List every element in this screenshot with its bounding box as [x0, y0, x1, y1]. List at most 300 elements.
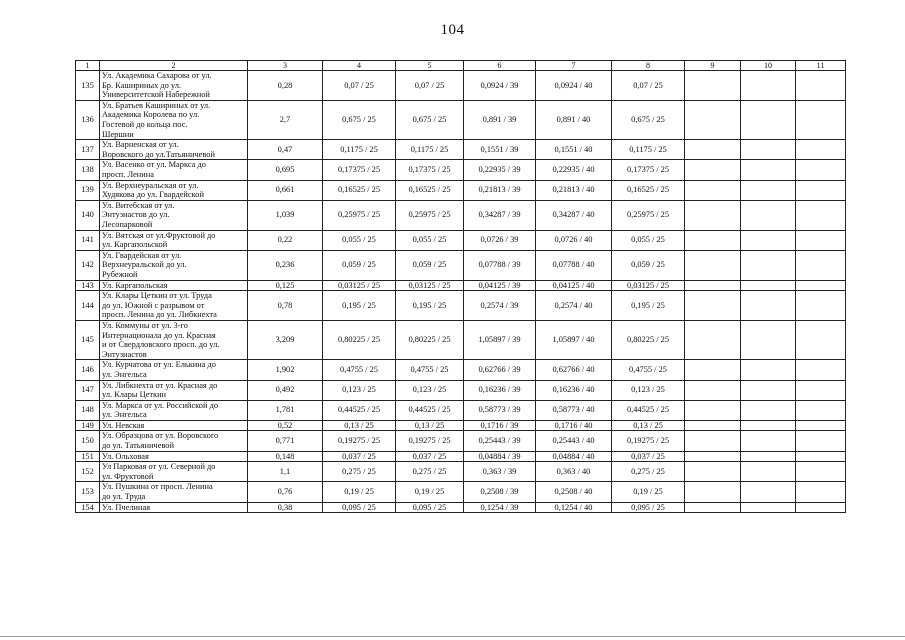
value-cell-c5: 0,03125 / 25: [396, 280, 464, 291]
empty-cell-9: [685, 462, 741, 482]
empty-cell-9: [685, 482, 741, 502]
empty-cell-10: [741, 502, 796, 513]
footer-rule: [0, 636, 905, 640]
street-description-line: Рубежной: [102, 269, 138, 279]
value-cell-c6: 0,0924 / 39: [464, 71, 536, 101]
value-cell-c6: 0,07788 / 39: [464, 250, 536, 280]
empty-cell-10: [741, 250, 796, 280]
empty-cell-11: [796, 482, 846, 502]
table-row: [76, 431, 846, 451]
empty-cell-11: [796, 180, 846, 200]
row-number: 148: [76, 400, 100, 420]
value-cell-c7: 0,363 / 40: [536, 462, 612, 482]
value-cell-c8: 0,44525 / 25: [612, 400, 685, 420]
empty-cell-11: [796, 291, 846, 321]
row-number: 154: [76, 502, 100, 513]
value-cell-c6: 0,1254 / 39: [464, 502, 536, 513]
empty-cell-9: [685, 420, 741, 431]
street-description-line: Лесопарковой: [102, 219, 153, 229]
empty-cell-10: [741, 380, 796, 400]
empty-cell-10: [741, 140, 796, 160]
value-cell-c4: 0,19275 / 25: [323, 431, 396, 451]
table-row: [76, 250, 846, 280]
empty-cell-10: [741, 280, 796, 291]
table-row: [76, 400, 846, 420]
value-cell-c3: 0,492: [248, 380, 323, 400]
value-cell-c3: 0,771: [248, 431, 323, 451]
value-cell-c3: 1,1: [248, 462, 323, 482]
value-cell-c4: 0,675 / 25: [323, 100, 396, 139]
empty-cell-11: [796, 420, 846, 431]
street-description-line: Ул. Пушкина от просп. Ленина: [102, 482, 213, 492]
value-cell-c7: 0,04884 / 40: [536, 451, 612, 462]
value-cell-c5: 0,095 / 25: [396, 502, 464, 513]
value-cell-c3: 0,76: [248, 482, 323, 502]
empty-cell-9: [685, 291, 741, 321]
value-cell-c8: 0,25975 / 25: [612, 200, 685, 230]
value-cell-c7: 0,1551 / 40: [536, 140, 612, 160]
street-description: [100, 420, 248, 431]
column-header: 2: [100, 61, 248, 71]
table-row: [76, 451, 846, 462]
empty-cell-11: [796, 400, 846, 420]
street-description: [100, 462, 248, 482]
column-header: 4: [323, 61, 396, 71]
value-cell-c5: 0,07 / 25: [396, 71, 464, 101]
value-cell-c6: 0,363 / 39: [464, 462, 536, 482]
empty-cell-9: [685, 230, 741, 250]
value-cell-c7: 0,0924 / 40: [536, 71, 612, 101]
empty-cell-10: [741, 462, 796, 482]
empty-cell-9: [685, 280, 741, 291]
street-description: [100, 200, 248, 230]
column-header: 9: [685, 61, 741, 71]
value-cell-c4: 0,25975 / 25: [323, 200, 396, 230]
street-description-line: Бр. Кашириных до ул.: [102, 80, 182, 90]
value-cell-c5: 0,80225 / 25: [396, 320, 464, 359]
empty-cell-11: [796, 140, 846, 160]
value-cell-c3: 2,7: [248, 100, 323, 139]
street-description-line: Ул. Маркса от ул. Российской до: [102, 400, 219, 410]
street-description-line: Ул. Васенко от ул. Маркса до: [102, 160, 206, 170]
value-cell-c8: 0,055 / 25: [612, 230, 685, 250]
empty-cell-11: [796, 431, 846, 451]
street-description: [100, 71, 248, 101]
value-cell-c4: 0,44525 / 25: [323, 400, 396, 420]
empty-cell-9: [685, 180, 741, 200]
street-description-line: Ул. Витебская от ул.: [102, 200, 175, 210]
street-description-line: Ул. Братьев Кашириных от ул.: [102, 100, 211, 110]
row-number: 152: [76, 462, 100, 482]
table-row: [76, 280, 846, 291]
value-cell-c6: 0,25443 / 39: [464, 431, 536, 451]
value-cell-c5: 0,17375 / 25: [396, 160, 464, 180]
value-cell-c4: 0,03125 / 25: [323, 280, 396, 291]
value-cell-c5: 0,675 / 25: [396, 100, 464, 139]
value-cell-c4: 0,059 / 25: [323, 250, 396, 280]
street-description: [100, 280, 248, 291]
value-cell-c4: 0,055 / 25: [323, 230, 396, 250]
street-description-line: Ул. Каргапольская: [102, 280, 168, 290]
value-cell-c4: 0,275 / 25: [323, 462, 396, 482]
row-number: 149: [76, 420, 100, 431]
value-cell-c7: 0,07788 / 40: [536, 250, 612, 280]
street-description: [100, 160, 248, 180]
street-description: [100, 360, 248, 380]
column-header: 5: [396, 61, 464, 71]
row-number: 142: [76, 250, 100, 280]
value-cell-c3: 1,781: [248, 400, 323, 420]
column-header: 1: [76, 61, 100, 71]
table-row: [76, 71, 846, 101]
table-body: [76, 71, 846, 513]
empty-cell-9: [685, 400, 741, 420]
value-cell-c3: 0,148: [248, 451, 323, 462]
value-cell-c4: 0,037 / 25: [323, 451, 396, 462]
value-cell-c8: 0,4755 / 25: [612, 360, 685, 380]
street-description-line: Ул. Верхнеуральская от ул.: [102, 180, 199, 190]
street-description: [100, 230, 248, 250]
street-description-line: Энтузиастов до ул.: [102, 210, 170, 220]
empty-cell-11: [796, 360, 846, 380]
table-row: [76, 160, 846, 180]
street-description-line: Академика Королева по ул.: [102, 110, 200, 120]
table-row: [76, 380, 846, 400]
value-cell-c5: 0,195 / 25: [396, 291, 464, 321]
row-number: 146: [76, 360, 100, 380]
value-cell-c6: 0,34287 / 39: [464, 200, 536, 230]
empty-cell-10: [741, 482, 796, 502]
value-cell-c5: 0,275 / 25: [396, 462, 464, 482]
header-row: [76, 61, 846, 71]
table-row: [76, 140, 846, 160]
empty-cell-11: [796, 200, 846, 230]
table-row: [76, 420, 846, 431]
street-description-line: Воровского до ул.Татьяничевой: [102, 149, 215, 159]
table-row: [76, 502, 846, 513]
row-number: 135: [76, 71, 100, 101]
table-row: [76, 360, 846, 380]
value-cell-c8: 0,059 / 25: [612, 250, 685, 280]
row-number: 139: [76, 180, 100, 200]
column-header: 10: [741, 61, 796, 71]
table-row: [76, 180, 846, 200]
value-cell-c6: 1,05897 / 39: [464, 320, 536, 359]
value-cell-c7: 0,04125 / 40: [536, 280, 612, 291]
value-cell-c6: 0,22935 / 39: [464, 160, 536, 180]
empty-cell-9: [685, 140, 741, 160]
empty-cell-10: [741, 200, 796, 230]
empty-cell-10: [741, 420, 796, 431]
street-description-line: Ул. Варненская от ул.: [102, 140, 179, 150]
value-cell-c8: 0,037 / 25: [612, 451, 685, 462]
value-cell-c3: 0,125: [248, 280, 323, 291]
value-cell-c6: 0,2574 / 39: [464, 291, 536, 321]
street-description: [100, 482, 248, 502]
value-cell-c4: 0,095 / 25: [323, 502, 396, 513]
value-cell-c7: 0,0726 / 40: [536, 230, 612, 250]
empty-cell-11: [796, 71, 846, 101]
value-cell-c4: 0,123 / 25: [323, 380, 396, 400]
value-cell-c8: 0,1175 / 25: [612, 140, 685, 160]
value-cell-c8: 0,17375 / 25: [612, 160, 685, 180]
empty-cell-9: [685, 320, 741, 359]
table-row: [76, 320, 846, 359]
value-cell-c8: 0,16525 / 25: [612, 180, 685, 200]
value-cell-c6: 0,0726 / 39: [464, 230, 536, 250]
empty-cell-11: [796, 462, 846, 482]
value-cell-c3: 1,902: [248, 360, 323, 380]
row-number: 136: [76, 100, 100, 139]
value-cell-c3: 1,039: [248, 200, 323, 230]
street-description-line: Шершни: [102, 129, 134, 139]
empty-cell-9: [685, 360, 741, 380]
value-cell-c4: 0,17375 / 25: [323, 160, 396, 180]
row-number: 147: [76, 380, 100, 400]
value-cell-c4: 0,19 / 25: [323, 482, 396, 502]
empty-cell-11: [796, 380, 846, 400]
street-description: [100, 451, 248, 462]
street-description-line: Ул. Образцова от ул. Воровского: [102, 431, 219, 441]
street-description-line: Ул. Невская: [102, 420, 145, 430]
street-description-line: и от Свердловского просп. до ул.: [102, 340, 220, 350]
street-description-line: ул. Каргапольской: [102, 240, 168, 250]
row-number: 145: [76, 320, 100, 359]
street-description-line: Ул. Либкнехта от ул. Красная до: [102, 380, 218, 390]
street-description-line: Верхнеуральской до ул.: [102, 260, 187, 270]
street-description-line: Ул. Академика Сахарова от ул.: [102, 71, 212, 80]
value-cell-c8: 0,07 / 25: [612, 71, 685, 101]
value-cell-c6: 0,21813 / 39: [464, 180, 536, 200]
street-description: [100, 291, 248, 321]
value-cell-c3: 0,236: [248, 250, 323, 280]
value-cell-c3: 0,661: [248, 180, 323, 200]
value-cell-c6: 0,62766 / 39: [464, 360, 536, 380]
value-cell-c4: 0,4755 / 25: [323, 360, 396, 380]
empty-cell-11: [796, 451, 846, 462]
value-cell-c5: 0,19275 / 25: [396, 431, 464, 451]
value-cell-c5: 0,25975 / 25: [396, 200, 464, 230]
street-description: [100, 400, 248, 420]
value-cell-c3: 3,209: [248, 320, 323, 359]
table-row: [76, 462, 846, 482]
street-description-line: Ул Парковая от ул. Северной до: [102, 462, 216, 472]
column-header: 3: [248, 61, 323, 71]
empty-cell-10: [741, 291, 796, 321]
value-cell-c8: 0,095 / 25: [612, 502, 685, 513]
value-cell-c7: 0,1254 / 40: [536, 502, 612, 513]
value-cell-c5: 0,13 / 25: [396, 420, 464, 431]
street-description-line: просп. Ленина до ул. Либкнехта: [102, 310, 217, 320]
column-header: 11: [796, 61, 846, 71]
value-cell-c7: 0,58773 / 40: [536, 400, 612, 420]
empty-cell-11: [796, 100, 846, 139]
value-cell-c8: 0,03125 / 25: [612, 280, 685, 291]
street-description-line: до ул. Южной с разрывом от: [102, 300, 205, 310]
street-description: [100, 431, 248, 451]
row-number: 151: [76, 451, 100, 462]
value-cell-c7: 0,1716 / 40: [536, 420, 612, 431]
empty-cell-9: [685, 380, 741, 400]
street-description-line: Ул. Ольховая: [102, 451, 149, 461]
empty-cell-9: [685, 502, 741, 513]
empty-cell-9: [685, 160, 741, 180]
street-description-line: Ул. Коммуны от ул. 3-го: [102, 320, 188, 330]
row-number: 153: [76, 482, 100, 502]
value-cell-c7: 0,16236 / 40: [536, 380, 612, 400]
empty-cell-11: [796, 280, 846, 291]
street-description: [100, 100, 248, 139]
street-description: [100, 140, 248, 160]
column-header: 7: [536, 61, 612, 71]
street-description-line: ул. Клары Цеткин: [102, 390, 167, 400]
value-cell-c6: 0,1551 / 39: [464, 140, 536, 160]
empty-cell-11: [796, 160, 846, 180]
empty-cell-9: [685, 71, 741, 101]
value-cell-c7: 1,05897 / 40: [536, 320, 612, 359]
value-cell-c5: 0,1175 / 25: [396, 140, 464, 160]
value-cell-c5: 0,037 / 25: [396, 451, 464, 462]
street-description-line: Ул. Гвардейская от ул.: [102, 250, 182, 260]
value-cell-c3: 0,28: [248, 71, 323, 101]
street-description-line: Гостевой до кольца пос.: [102, 119, 188, 129]
value-cell-c6: 0,58773 / 39: [464, 400, 536, 420]
row-number: 144: [76, 291, 100, 321]
row-number: 141: [76, 230, 100, 250]
value-cell-c8: 0,80225 / 25: [612, 320, 685, 359]
value-cell-c8: 0,19275 / 25: [612, 431, 685, 451]
road-data-table: [75, 60, 846, 513]
value-cell-c6: 0,2508 / 39: [464, 482, 536, 502]
value-cell-c5: 0,16525 / 25: [396, 180, 464, 200]
value-cell-c8: 0,19 / 25: [612, 482, 685, 502]
empty-cell-9: [685, 431, 741, 451]
value-cell-c7: 0,21813 / 40: [536, 180, 612, 200]
street-description: [100, 320, 248, 359]
street-description: [100, 250, 248, 280]
value-cell-c5: 0,19 / 25: [396, 482, 464, 502]
empty-cell-10: [741, 451, 796, 462]
value-cell-c4: 0,16525 / 25: [323, 180, 396, 200]
street-description-line: просп. Ленина: [102, 169, 154, 179]
value-cell-c7: 0,22935 / 40: [536, 160, 612, 180]
street-description-line: ул. Энгельса: [102, 369, 147, 379]
table-row: [76, 230, 846, 250]
street-description-line: Худякова до ул. Гвардейской: [102, 190, 204, 200]
street-description-line: ул. Энгельса: [102, 410, 147, 420]
value-cell-c6: 0,1716 / 39: [464, 420, 536, 431]
value-cell-c3: 0,52: [248, 420, 323, 431]
empty-cell-11: [796, 250, 846, 280]
value-cell-c7: 0,891 / 40: [536, 100, 612, 139]
value-cell-c3: 0,695: [248, 160, 323, 180]
value-cell-c8: 0,13 / 25: [612, 420, 685, 431]
value-cell-c8: 0,195 / 25: [612, 291, 685, 321]
street-description-line: Интернационала до ул. Красная: [102, 330, 216, 340]
empty-cell-11: [796, 230, 846, 250]
empty-cell-9: [685, 100, 741, 139]
street-description-line: Ул. Пчелиная: [102, 502, 151, 512]
street-description-line: Ул. Курчатова от ул. Елькина до: [102, 360, 216, 370]
value-cell-c6: 0,891 / 39: [464, 100, 536, 139]
empty-cell-10: [741, 160, 796, 180]
empty-cell-10: [741, 100, 796, 139]
value-cell-c8: 0,675 / 25: [612, 100, 685, 139]
value-cell-c5: 0,4755 / 25: [396, 360, 464, 380]
value-cell-c6: 0,04884 / 39: [464, 451, 536, 462]
street-description-line: до ул. Татьяничевой: [102, 441, 174, 451]
street-description: [100, 180, 248, 200]
street-description-line: Ул. Клары Цеткин от ул. Труда: [102, 291, 212, 301]
table-row: [76, 200, 846, 230]
row-number: 143: [76, 280, 100, 291]
value-cell-c3: 0,22: [248, 230, 323, 250]
street-description-line: ул. Фруктовой: [102, 471, 154, 481]
value-cell-c6: 0,16236 / 39: [464, 380, 536, 400]
empty-cell-10: [741, 71, 796, 101]
empty-cell-9: [685, 451, 741, 462]
empty-cell-10: [741, 431, 796, 451]
value-cell-c4: 0,07 / 25: [323, 71, 396, 101]
row-number: 140: [76, 200, 100, 230]
value-cell-c7: 0,62766 / 40: [536, 360, 612, 380]
column-header: 8: [612, 61, 685, 71]
value-cell-c7: 0,2508 / 40: [536, 482, 612, 502]
table-row: [76, 482, 846, 502]
street-description-line: Университетской Набережной: [102, 90, 210, 100]
table-row: [76, 291, 846, 321]
empty-cell-9: [685, 200, 741, 230]
value-cell-c8: 0,275 / 25: [612, 462, 685, 482]
street-description: [100, 502, 248, 513]
value-cell-c7: 0,2574 / 40: [536, 291, 612, 321]
empty-cell-10: [741, 230, 796, 250]
street-description-line: Энтузиастов: [102, 349, 147, 359]
value-cell-c3: 0,78: [248, 291, 323, 321]
empty-cell-10: [741, 320, 796, 359]
street-description-line: до ул. Труда: [102, 492, 146, 502]
value-cell-c3: 0,38: [248, 502, 323, 513]
street-description: [100, 380, 248, 400]
column-header: 6: [464, 61, 536, 71]
row-number: 138: [76, 160, 100, 180]
value-cell-c4: 0,80225 / 25: [323, 320, 396, 359]
street-description-line: Ул. Вятская от ул.Фруктовой до: [102, 230, 216, 240]
value-cell-c5: 0,123 / 25: [396, 380, 464, 400]
empty-cell-11: [796, 502, 846, 513]
table-row: [76, 100, 846, 139]
page-number: 104: [440, 22, 465, 38]
empty-cell-10: [741, 400, 796, 420]
value-cell-c4: 0,195 / 25: [323, 291, 396, 321]
value-cell-c4: 0,1175 / 25: [323, 140, 396, 160]
value-cell-c5: 0,055 / 25: [396, 230, 464, 250]
empty-cell-11: [796, 320, 846, 359]
empty-cell-10: [741, 180, 796, 200]
empty-cell-10: [741, 360, 796, 380]
value-cell-c5: 0,44525 / 25: [396, 400, 464, 420]
row-number: 150: [76, 431, 100, 451]
row-number: 137: [76, 140, 100, 160]
value-cell-c7: 0,25443 / 40: [536, 431, 612, 451]
value-cell-c5: 0,059 / 25: [396, 250, 464, 280]
value-cell-c7: 0,34287 / 40: [536, 200, 612, 230]
empty-cell-9: [685, 250, 741, 280]
value-cell-c4: 0,13 / 25: [323, 420, 396, 431]
value-cell-c3: 0,47: [248, 140, 323, 160]
value-cell-c8: 0,123 / 25: [612, 380, 685, 400]
value-cell-c6: 0,04125 / 39: [464, 280, 536, 291]
